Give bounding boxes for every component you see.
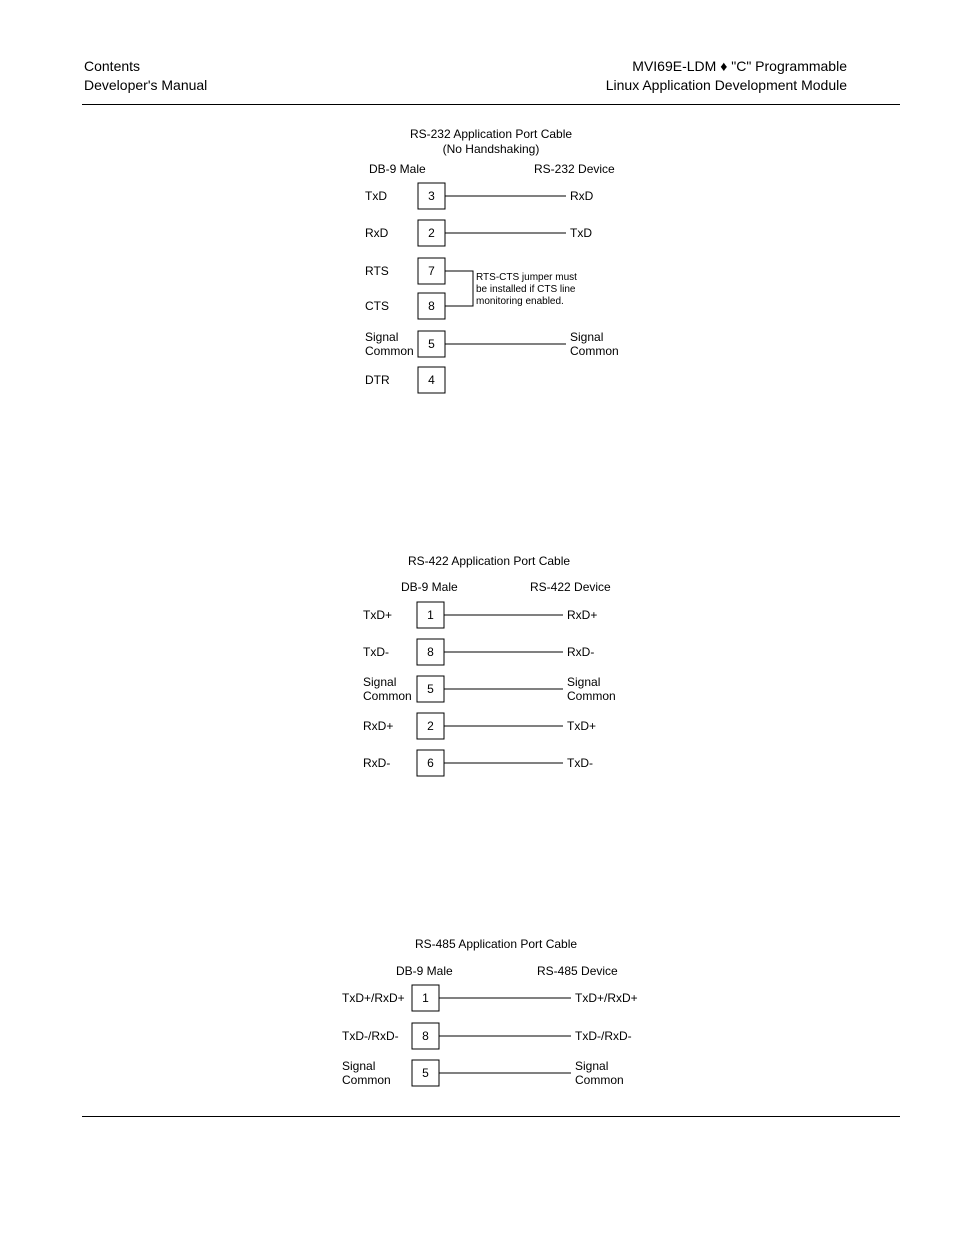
- pin-number: 5: [427, 682, 434, 696]
- pin-row: [365, 220, 592, 246]
- pin-signal-label: Common: [365, 344, 414, 358]
- pin-row: [342, 985, 638, 1011]
- jumper-note: monitoring enabled.: [476, 296, 564, 307]
- connector-header: DB-9 Male: [369, 162, 426, 176]
- pin-row: [342, 1059, 624, 1087]
- pin-number: 2: [427, 719, 434, 733]
- device-signal-label: TxD+: [567, 719, 597, 733]
- device-signal-label: Common: [570, 344, 619, 358]
- device-signal-label: RxD+: [567, 608, 598, 622]
- pin-signal-label: DTR: [365, 373, 390, 387]
- pin-signal-label: TxD: [365, 189, 387, 203]
- connector-header: DB-9 Male: [401, 580, 458, 594]
- pin-number: 8: [427, 645, 434, 659]
- pin-row: [365, 367, 445, 393]
- header-manual-title: Developer's Manual: [84, 77, 208, 93]
- pin-number: 1: [422, 991, 429, 1005]
- pin-number: 5: [428, 337, 435, 351]
- rs422-cable-diagram: [363, 554, 616, 776]
- pin-signal-label: Common: [363, 689, 412, 703]
- diagram-title: RS-422 Application Port Cable: [407, 554, 571, 568]
- pin-signal-label: TxD+: [363, 608, 393, 622]
- jumper-note: be installed if CTS line: [476, 284, 576, 295]
- pin-signal-label: RxD-: [363, 756, 391, 770]
- diagram-subtitle: (No Handshaking): [442, 142, 540, 156]
- pin-signal-label: TxD-: [363, 645, 389, 659]
- pin-signal-label: RxD+: [363, 719, 394, 733]
- device-signal-label: Common: [567, 689, 616, 703]
- pin-number: 2: [428, 226, 435, 240]
- pin-signal-label: RTS: [365, 264, 389, 278]
- pin-number: 6: [427, 756, 434, 770]
- jumper-note: RTS-CTS jumper must: [476, 272, 577, 283]
- header-product-subtitle: Linux Application Development Module: [605, 77, 847, 93]
- device-signal-label: TxD+/RxD+: [575, 991, 638, 1005]
- pin-signal-label: TxD+/RxD+: [342, 991, 405, 1005]
- rts-cts-jumper: [445, 271, 473, 306]
- device-signal-label: Common: [575, 1073, 624, 1087]
- device-header: RS-422 Device: [530, 580, 611, 594]
- device-header: RS-232 Device: [534, 162, 615, 176]
- device-header: RS-485 Device: [537, 964, 618, 978]
- device-signal-label: Signal: [575, 1059, 609, 1073]
- rs485-cable-diagram: [342, 937, 638, 1087]
- pin-row: [363, 750, 593, 776]
- pin-signal-label: Signal: [363, 675, 397, 689]
- pin-number: 4: [428, 373, 435, 387]
- pin-number: 5: [422, 1066, 429, 1080]
- device-signal-label: TxD-/RxD-: [575, 1029, 632, 1043]
- device-signal-label: Signal: [567, 675, 601, 689]
- pin-row: [365, 330, 619, 358]
- pin-row: [363, 713, 596, 739]
- pin-number: 8: [422, 1029, 429, 1043]
- pin-signal-label: Common: [342, 1073, 391, 1087]
- pin-number: 8: [428, 299, 435, 313]
- connector-header: DB-9 Male: [396, 964, 453, 978]
- pin-signal-label: RxD: [365, 226, 389, 240]
- pin-row: [365, 183, 594, 209]
- diagram-title: RS-485 Application Port Cable: [414, 937, 578, 951]
- pin-row: [363, 602, 597, 628]
- device-signal-label: TxD-: [567, 756, 593, 770]
- device-signal-label: RxD: [570, 189, 594, 203]
- pin-number: 1: [427, 608, 434, 622]
- header-section-title: Contents: [84, 58, 141, 74]
- device-signal-label: TxD: [570, 226, 592, 240]
- pin-signal-label: TxD-/RxD-: [342, 1029, 399, 1043]
- pin-row: [363, 639, 594, 665]
- header-product-title: MVI69E-LDM ♦ "C" Programmable: [632, 58, 847, 74]
- pin-signal-label: CTS: [365, 299, 389, 313]
- rs232-cable-diagram: [365, 127, 619, 393]
- pin-number: 7: [428, 264, 435, 278]
- pin-row: [365, 293, 445, 319]
- pin-row: [342, 1023, 632, 1049]
- pin-row: [365, 258, 445, 284]
- pin-signal-label: Signal: [342, 1059, 376, 1073]
- pin-signal-label: Signal: [365, 330, 399, 344]
- pin-row: [363, 675, 616, 703]
- diagram-title: RS-232 Application Port Cable: [409, 127, 573, 141]
- device-signal-label: Signal: [570, 330, 604, 344]
- pin-number: 3: [428, 189, 435, 203]
- device-signal-label: RxD-: [567, 645, 595, 659]
